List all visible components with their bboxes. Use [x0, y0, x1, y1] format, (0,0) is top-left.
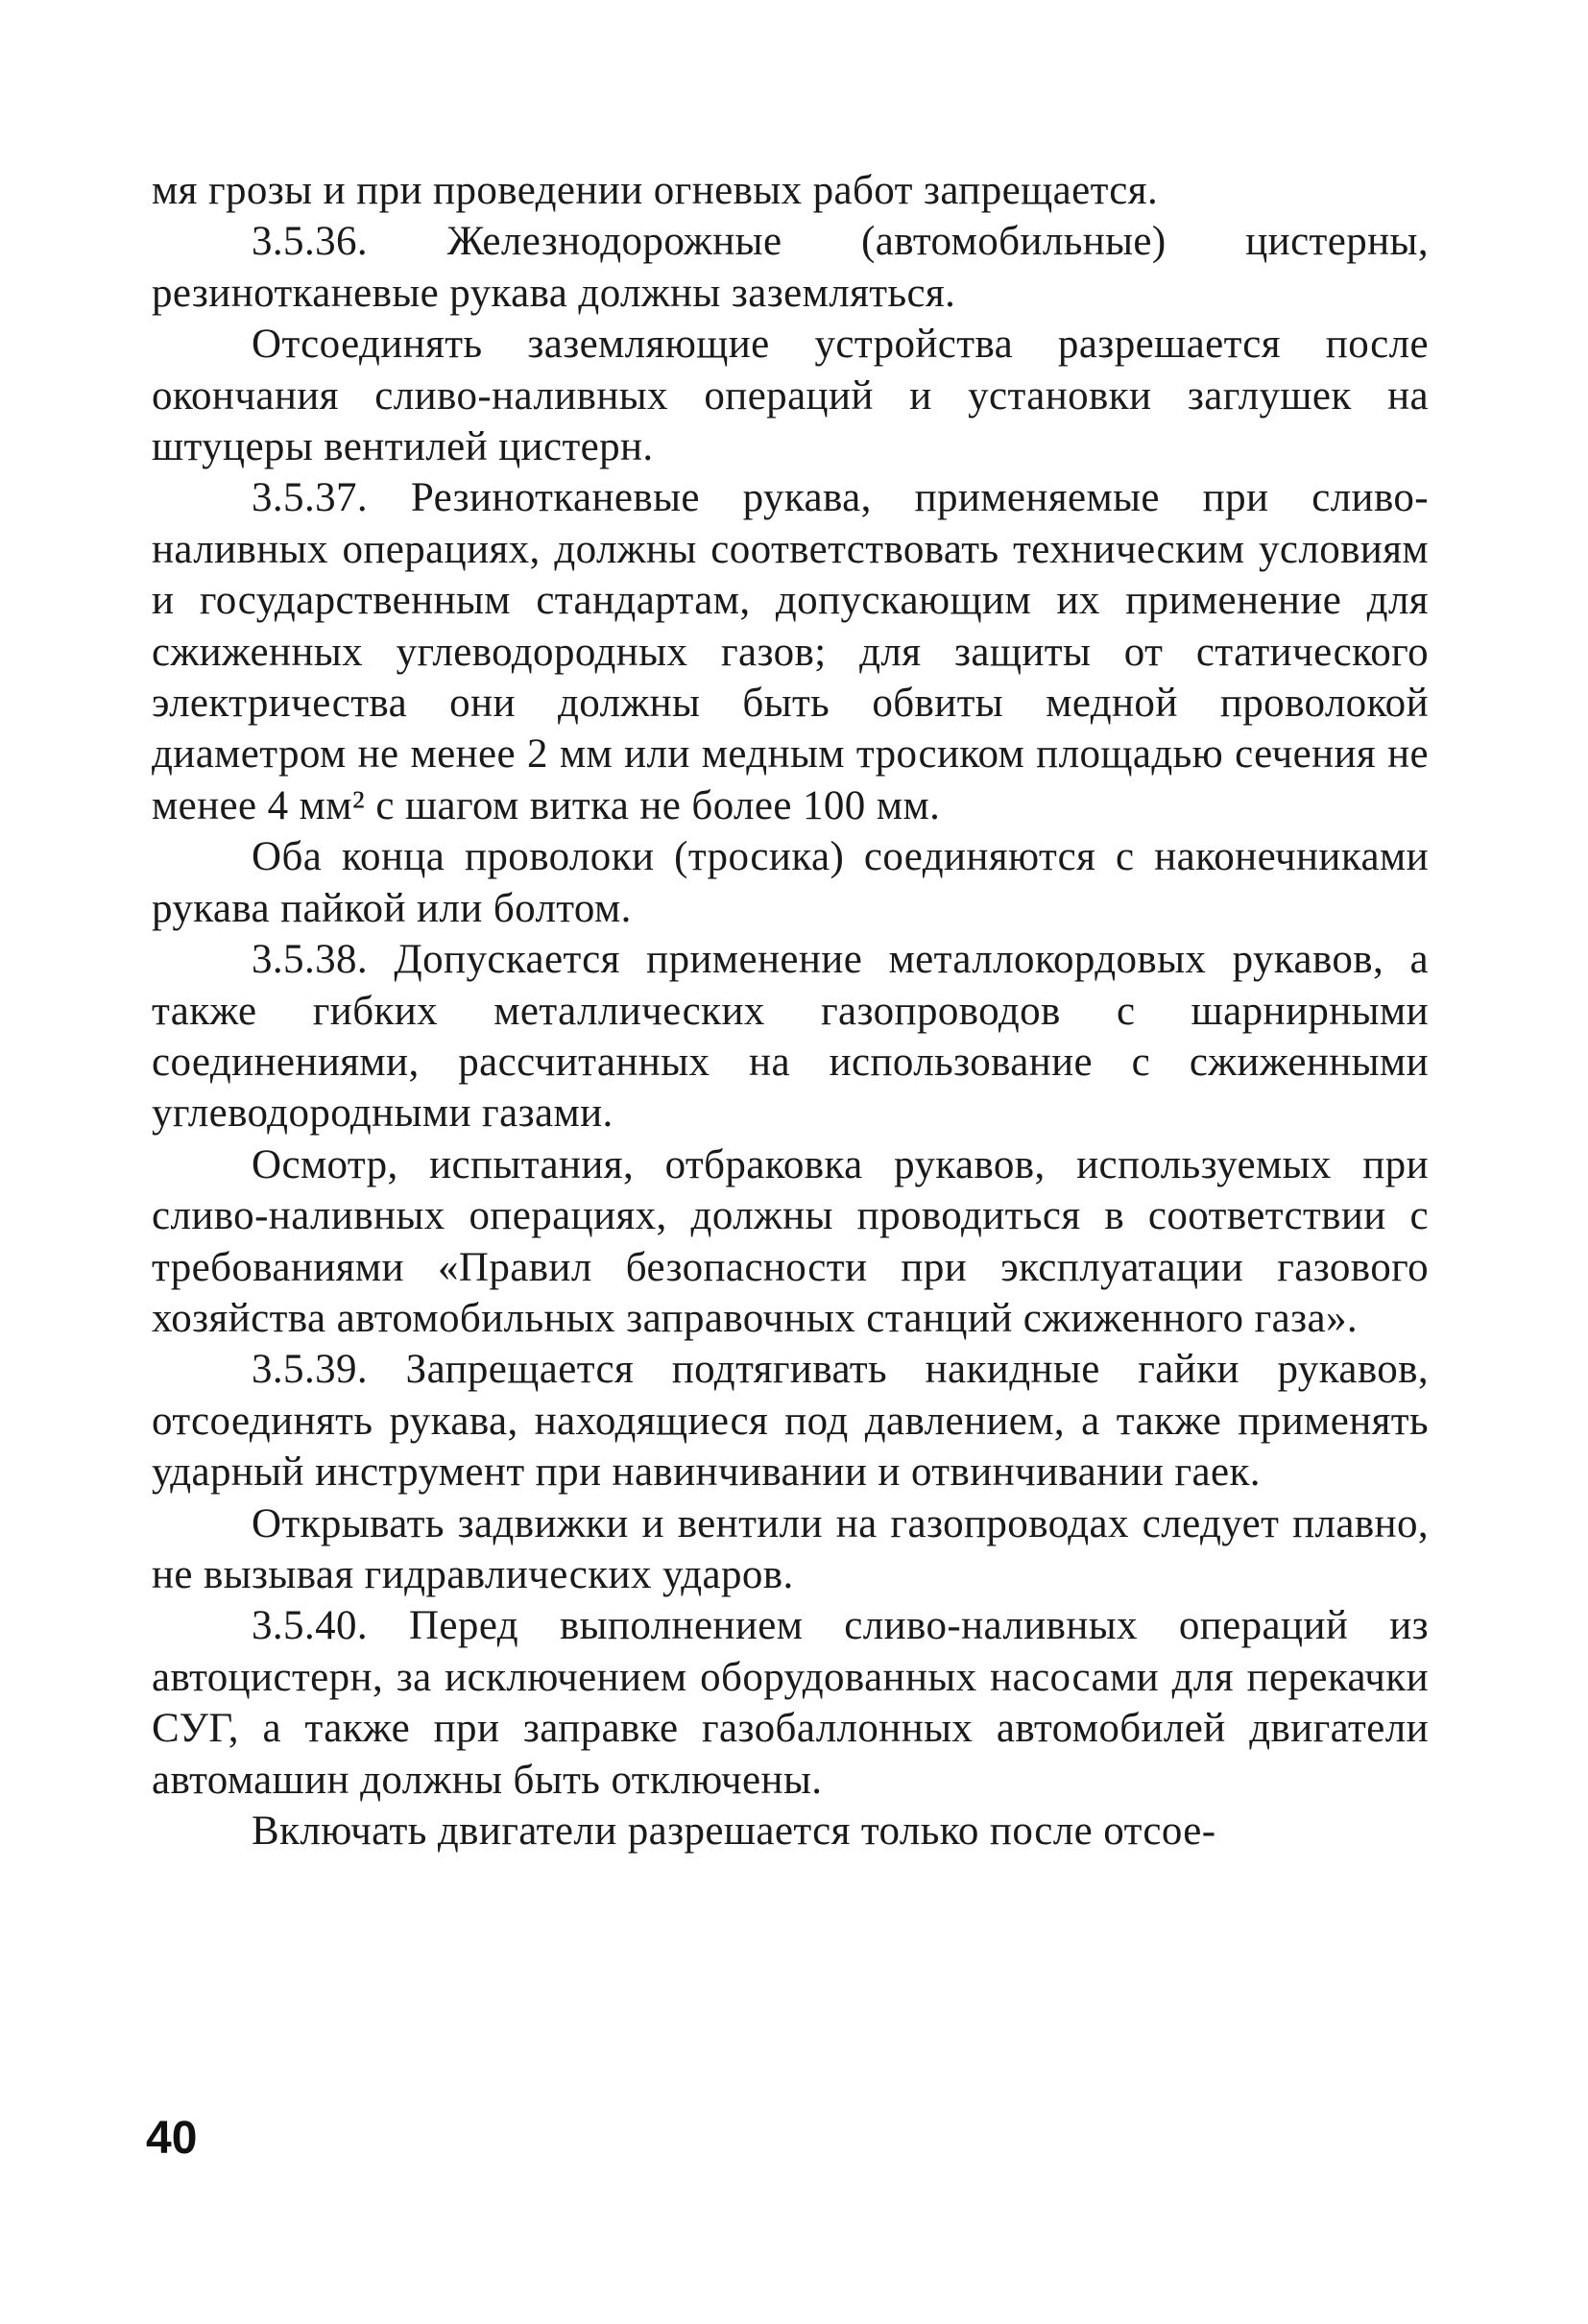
paragraph-3-5-39: 3.5.39. Запрещается подтягивать накидные гайки рукавов, отсоединять рукава, находящиеся под давлением, а также применять ударный инструмент при навинчивании и отвинчивании гаек.	[152, 1347, 1429, 1496]
paragraph-3-5-37: 3.5.37. Резинотканевые рукава, применяемые при сливо-наливных операциях, должны соответствовать техническим условиям и государственным стандартам, допускающим их применение для сжиженных углеводородных газов; для защиты от статического электричества они должны быть обвиты медной проволокой диаметром не менее 2 мм или медным тросиком площадью сечения не менее 4 мм² с шагом витка не более 100 мм.	[152, 475, 1429, 828]
paragraph-wire-ends: Оба конца проволоки (тросика) соединяются с наконечниками рукава пайкой или болтом.	[152, 834, 1429, 931]
paragraph-valves: Открывать задвижки и вентили на газопроводах следует плавно, не вызывая гидравлических ударов.	[152, 1500, 1429, 1597]
paragraph-grounding-disconnect: Отсоединять заземляющие устройства разрешается после окончания сливо-наливных операций и установки заглушек на штуцеры вентилей цистерн.	[152, 322, 1429, 470]
paragraph-inspection: Осмотр, испытания, отбраковка рукавов, используемых при сливо-наливных операциях, должны проводиться в соответствии с требованиями «Правил безопасности при эксплуатации газового хозяйства автомобильных заправочных станций сжиженного газа».	[152, 1141, 1429, 1341]
paragraph-continuation: мя грозы и при проведении огневых работ запрещается.	[152, 168, 1159, 213]
paragraph-3-5-40: 3.5.40. Перед выполнением сливо-наливных операций из автоцистерн, за исключением оборудованных насосами для перекачки СУГ, а также при заправке газобаллонных автомобилей двигатели автомашин должны быть отключены.	[152, 1603, 1429, 1803]
paragraph-3-5-38: 3.5.38. Допускается применение металлокордовых рукавов, а также гибких металлических газопроводов с шарнирными соединениями, рассчитанных на использование с сжиженными углеводородными газами.	[152, 937, 1429, 1137]
paragraph-engines: Включать двигатели разрешается только после отсое-	[252, 1809, 1216, 1854]
page-number: 40	[146, 2113, 198, 2164]
paragraph-3-5-36: 3.5.36. Железнодорожные (автомобильные) цистерны, резинотканевые рукава должны заземляться.	[152, 219, 1429, 316]
body-text	[152, 165, 1429, 1857]
